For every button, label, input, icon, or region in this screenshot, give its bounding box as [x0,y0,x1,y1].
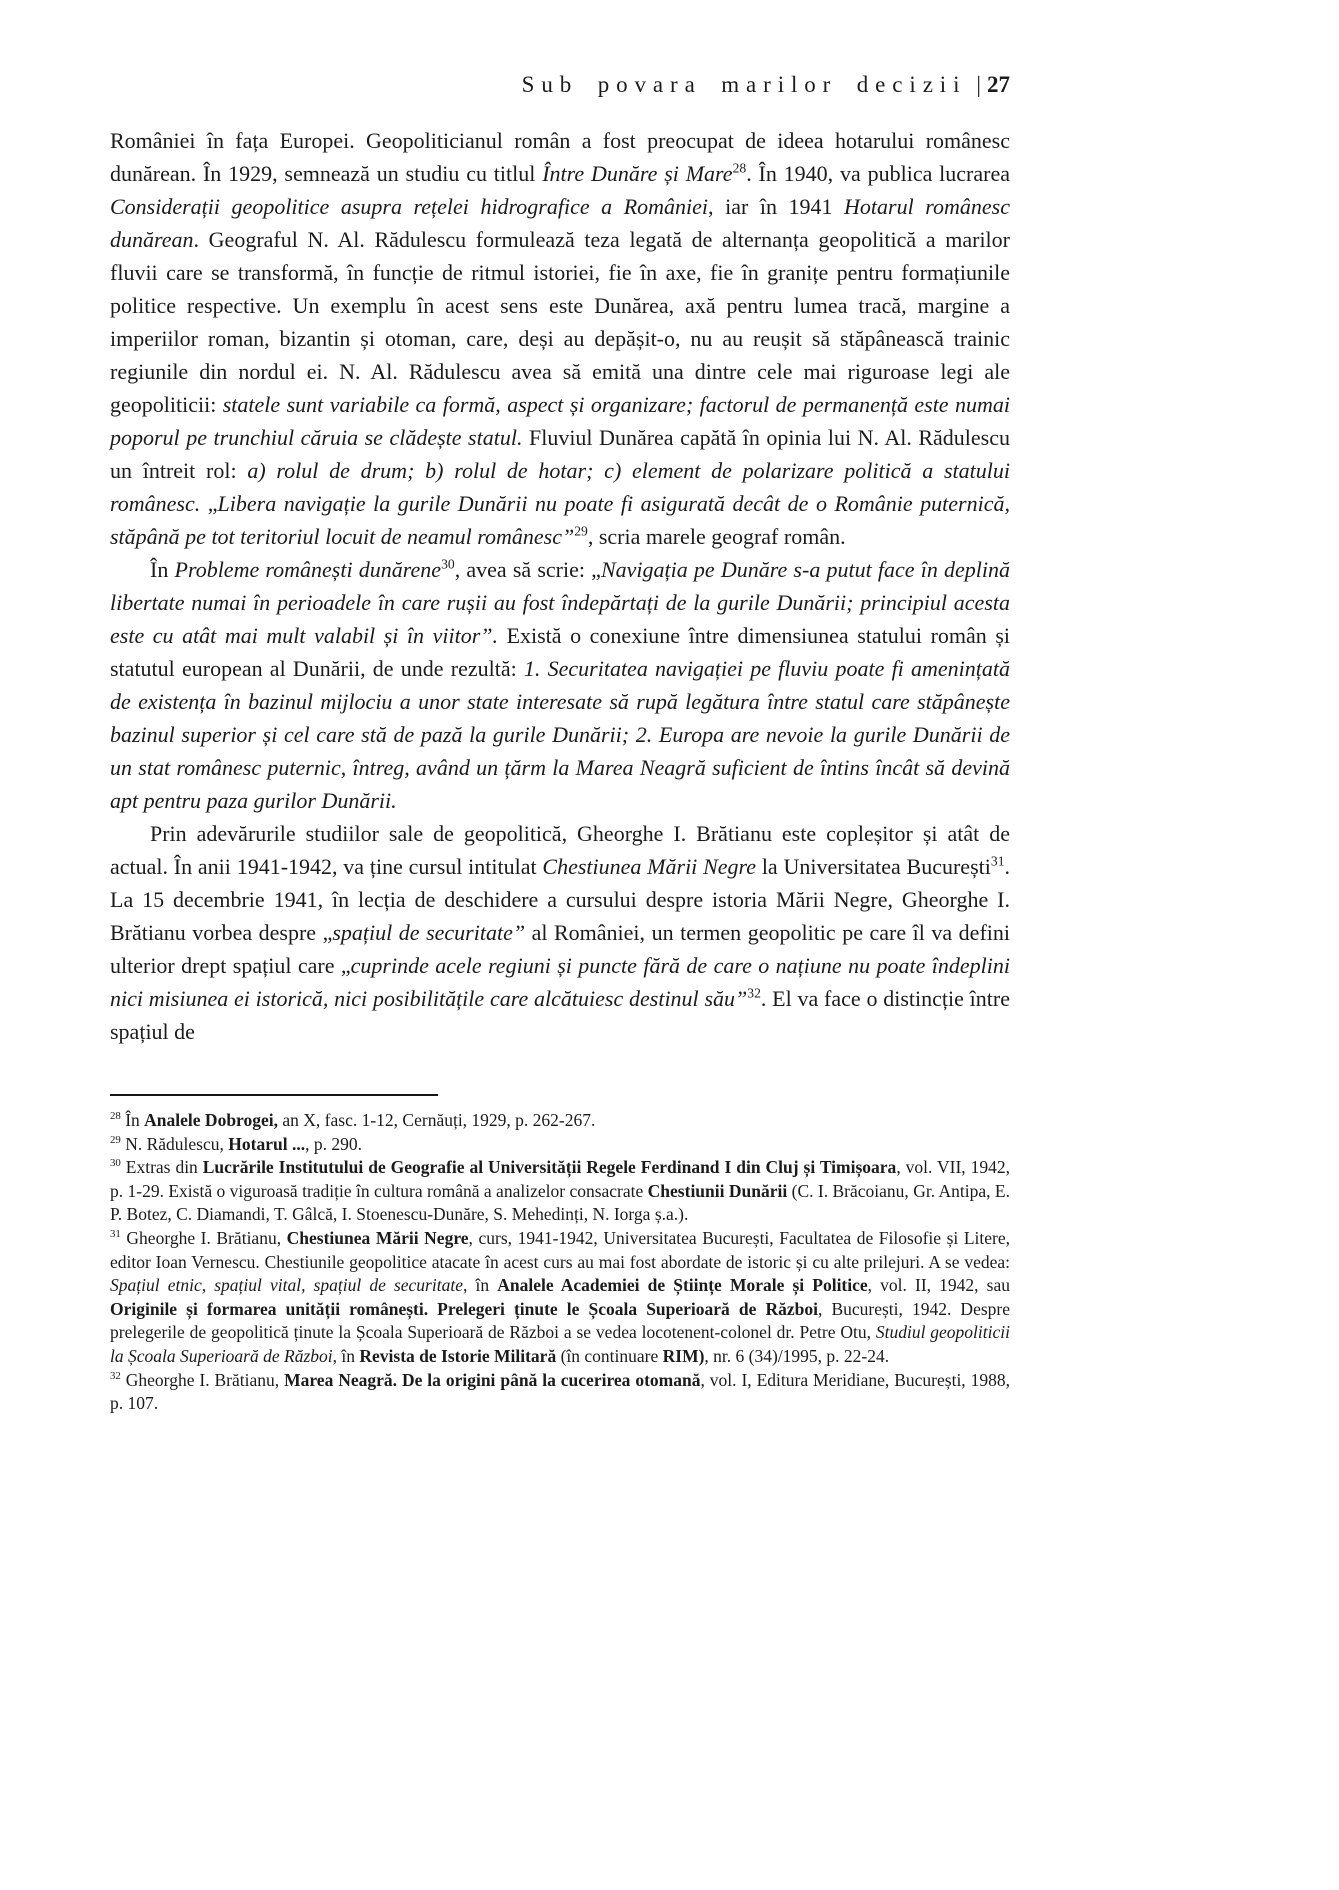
footnote: $^{32}$ Gheorghe I. Brătianu, Marea Neagră. De la origini până la cucerirea otomană, vol. I, Editura Meridiane, București, 1988, p. 107. [110,1369,1010,1414]
footnote-marker: 32 [110,1369,121,1382]
header-separator: | [976,72,981,97]
footnote-marker: 30 [441,556,455,572]
footnote-marker: 28 [732,160,747,176]
page-header [110,72,1010,98]
footnote: $^{30}$ Extras din Lucrările Institutului de Geografie al Universității Regele Ferdinand I din Cluj și Timișoara, vol. VII, 1942, p. 1-29. Există o viguroasă tradiție în cultura română a analizelor consacrate Chestiunii Dunării (C. I. Brăcoianu, Gr. Antipa, E. P. Botez, C. Diamandi, T. Gâlcă, I. Stoenescu-Dunăre, S. Mehedinți, N. Iorga ș.a.). [110,1157,1010,1225]
footnote-marker: 31 [990,853,1005,869]
running-title: Sub povara marilor decizii [521,72,967,97]
footnote-marker: 28 [110,1110,121,1123]
paragraph: României în fața Europei. Geopoliticianul român a fost preocupat de ideea hotarului românesc dunărean. În 1929, semnează un studiu cu titlul Între Dunăre și Mare$^{28}$. În 1940, va publica lucrarea Considerații geopolitice asupra rețelei hidrografice a României, iar în 1941 Hotarul românesc dunărean. Geograful N. Al. Rădulescu formulează teza legată de alternanța geopolitică a marilor fluvii care se transformă, în funcție de ritmul istoriei, fie în axe, fie în granițe pentru formațiunile politice respective. Un exemplu în acest sens este Dunărea, axă pentru lumea tracă, margine a imperiilor roman, bizantin și otoman, care, deși au depășit-o, nu au reușit să stăpânească trainic regiunile din nordul ei. N. Al. Rădulescu avea să emită una dintre cele mai riguroase legi ale geopoliticii: statele sunt variabile ca formă, aspect și organizare; factorul de permanență este numai poporul pe trunchiul căruia se clădește statul. Fluviul Dunărea capătă în opinia lui N. Al. Rădulescu un întreit rol: a) rolul de drum; b) rolul de hotar; c) element de polarizare politică a statului românesc. „Libera navigație la gurile Dunării nu poate fi asigurată decât de o Românie puternică, stăpână pe tot teritoriul locuit de neamul românesc”$^{29}$, scria marele geograf român. [110,128,1011,549]
page-number: 27 [987,72,1010,97]
paragraph: În Probleme românești dunărene$^{30}$, avea să scrie: „Navigația pe Dunăre s-a putut face în deplină libertate numai în perioadele în care rușii au fost îndepărtați de la gurile Dunării; principiul acesta este cu atât mai mult valabil și în viitor”. Există o conexiune între dimensiunea statului român și statutul european al Dunării, de unde rezultă: 1. Securitatea navigației pe fluviu poate fi amenințată de existența în bazinul mijlociu a unor state interesate să rupă legătura între statul care stăpânește bazinul superior și cel care stă de pază la gurile Dunării; 2. Europa are nevoie la gurile Dunării de un stat românesc puternic, întreg, având un țărm la Marea Neagră suficient de întins încât să devină apt pentru paza gurilor Dunării. [110,556,1011,813]
footnote-marker: 32 [747,985,761,1001]
footnote-marker: 29 [110,1133,121,1146]
footnote: $^{31}$ Gheorghe I. Brătianu, Chestiunea Mării Negre, curs, 1941-1942, Universitatea București, Facultatea de Filosofie și Litere, editor Ioan Vernescu. Chestiunile geopolitice atacate în acest curs au mai fost abordate de istoric și cu alte prilejuri. A se vedea: Spațiul etnic, spațiul vital, spațiul de securitate, în Analele Academiei de Științe Morale și Politice, vol. II, 1942, sau Originile și formarea unității românești. Prelegeri ținute le Școala Superioară de Război, București, 1942. Despre prelegerile de geopolitică ținute la Școala Superioară de Război a se vedea locotenent-colonel dr. Petre Otu, Studiul geopoliticii la Școala Superioară de Război, în Revista de Istorie Militară (în continuare RIM), nr. 6 (34)/1995, p. 22-24. [110,1227,1010,1366]
body-text [110,124,1010,1048]
paragraph: Prin adevărurile studiilor sale de geopolitică, Gheorghe I. Brătianu este copleșitor și atât de actual. În anii 1941-1942, va ține cursul intitulat Chestiunea Mării Negre la Universitatea București$^{31}$. La 15 decembrie 1941, în lecția de deschidere a cursului despre istoria Mării Negre, Gheorghe I. Brătianu vorbea despre „spațiul de securitate” al României, un termen geopolitic pe care îl va defini ulterior drept spațiul care „cuprinde acele regiuni și puncte fără de care o națiune nu poate îndeplini nici misiunea ei istorică, nici posibilitățile care alcătuiesc destinul său”$^{32}$. El va face o distincție între spațiul de [110,821,1010,1044]
footnote-rule [110,1094,438,1096]
text-block [110,72,1010,1416]
footnote-marker: 31 [110,1228,121,1241]
footnote-marker: 30 [110,1157,121,1170]
footnotes-section [110,1094,1010,1416]
footnote: $^{29}$ N. Rădulescu, Hotarul ..., p. 290. [110,1133,362,1154]
footnote-list [110,1109,1010,1416]
footnote-marker: 29 [574,523,588,539]
footnote: $^{28}$ În Analele Dobrogei, an X, fasc. 1-12, Cernăuți, 1929, p. 262-267. [110,1110,596,1130]
